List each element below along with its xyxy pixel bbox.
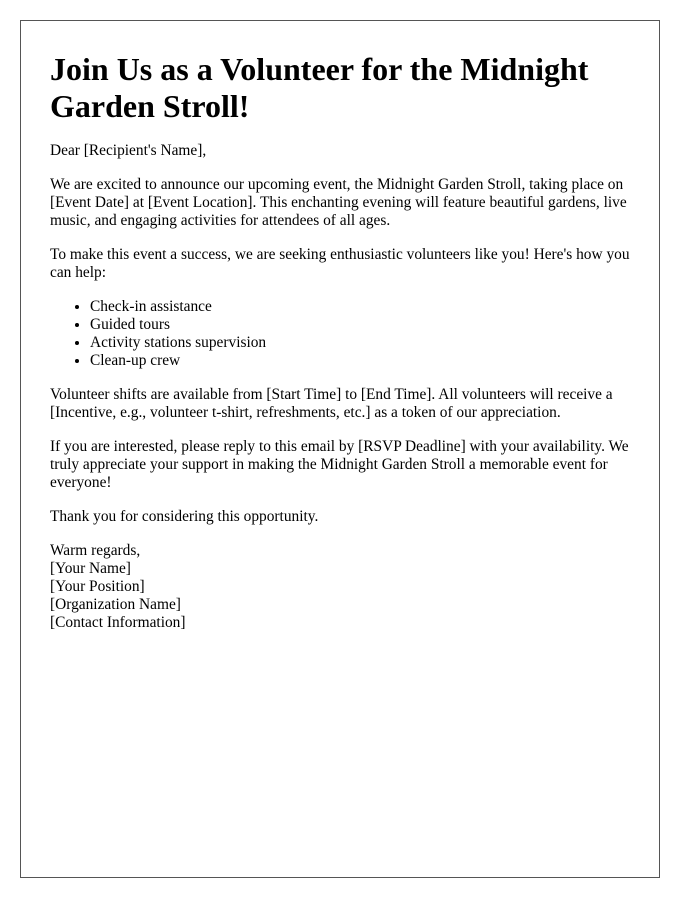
list-item: • Clean-up crew <box>90 352 640 370</box>
signature-organization: [Organization Name] <box>50 596 181 613</box>
thanks-paragraph: Thank you for considering this opportunity. <box>50 508 319 525</box>
letter-content <box>50 51 640 632</box>
signature-closing: Warm regards, <box>50 542 141 559</box>
letter-title: Join Us as a Volunteer for the Midnight Garden Stroll! <box>50 51 589 124</box>
intro-paragraph: We are excited to announce our upcoming event, the Midnight Garden Stroll, taking place on [Event Date] at [Event Location]. This enchanting evening will feature beautiful gardens, live music, and engaging activities for attendees of all ages. <box>50 176 627 229</box>
letter-greeting: Dear [Recipient's Name], <box>50 142 207 159</box>
signature-contact: [Contact Information] <box>50 614 186 631</box>
shifts-paragraph: Volunteer shifts are available from [Start Time] to [End Time]. All volunteers will receive a [Incentive, e.g., volunteer t-shirt, refreshments, etc.] as a token of our appreciation. <box>50 386 613 421</box>
help-list <box>50 298 640 370</box>
signature-block <box>50 542 640 632</box>
letter-page <box>20 20 660 878</box>
volunteer-request-paragraph: To make this event a success, we are seeking enthusiastic volunteers like you! Here's how you can help: <box>50 246 630 281</box>
rsvp-paragraph: If you are interested, please reply to this email by [RSVP Deadline] with your availability. We truly appreciate your support in making the Midnight Garden Stroll a memorable event for everyone! <box>50 438 629 491</box>
list-item: • Guided tours <box>90 316 640 334</box>
list-item: • Check-in assistance <box>90 298 640 316</box>
signature-position: [Your Position] <box>50 578 145 595</box>
signature-name: [Your Name] <box>50 560 131 577</box>
list-item: • Activity stations supervision <box>90 334 640 352</box>
